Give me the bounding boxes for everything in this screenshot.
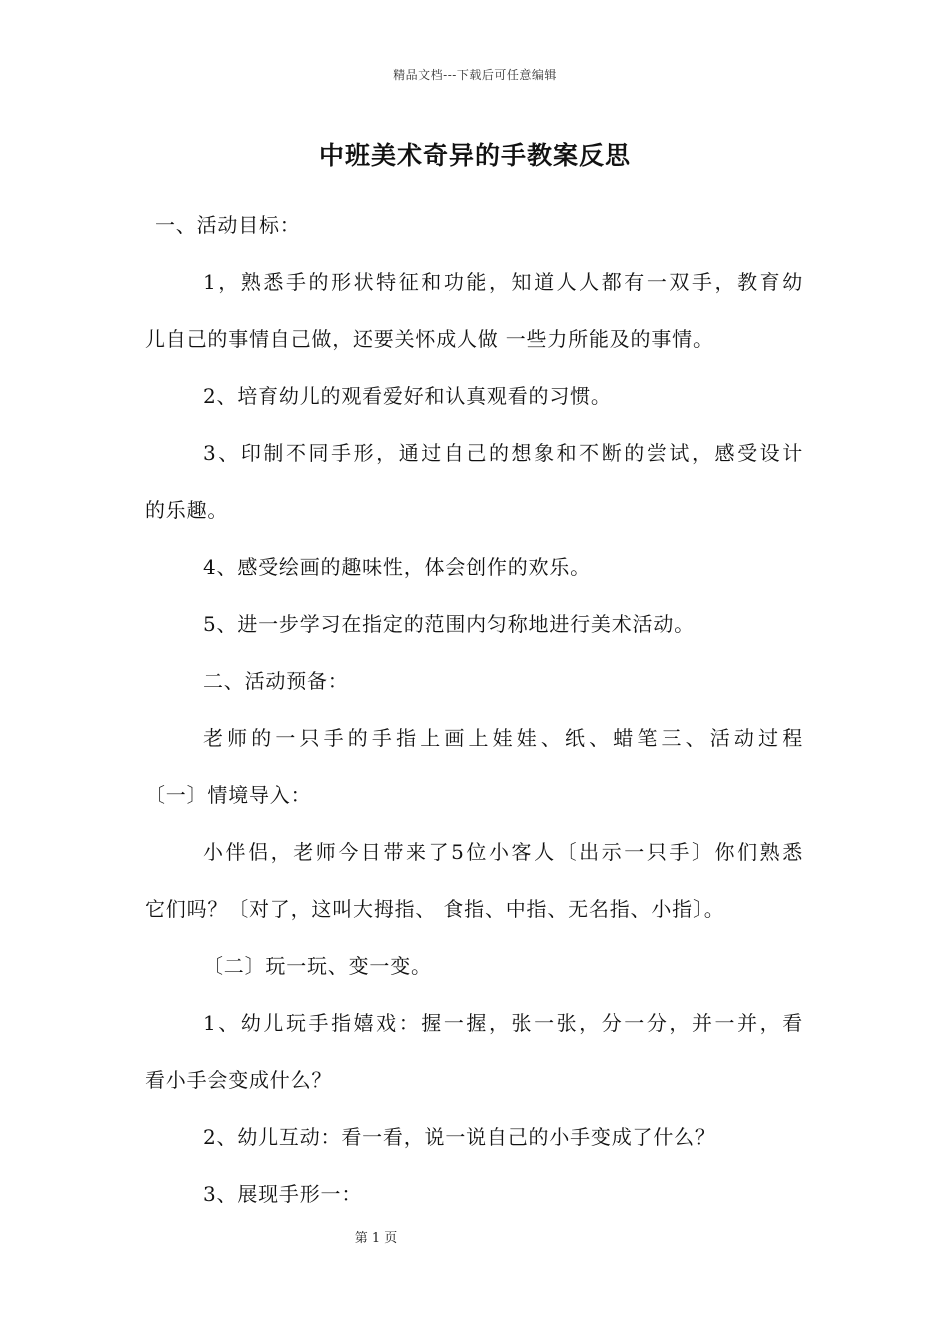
page-header: 精品文档---下载后可任意编辑	[393, 68, 557, 82]
paragraph-line: 4、感受绘画的趣味性，体会创作的欢乐。	[203, 555, 591, 579]
page-number: 第 1 页	[354, 1231, 398, 1246]
paragraph-line: 2、培育幼儿的观看爱好和认真观看的习惯。	[203, 384, 612, 408]
paragraph-line: 3、展现手形一：	[203, 1182, 363, 1206]
paragraph-line: 老师的一只手的手指上画上娃娃、纸、蜡笔三、活动过程	[203, 726, 803, 750]
paragraph-line: 5、进一步学习在指定的范围内匀称地进行美术活动。	[203, 612, 695, 636]
paragraph-line: 小伴侣，老师今日带来了5位小客人〔出示一只手〕你们熟悉	[203, 840, 803, 864]
document-title: 中班美术奇异的手教案反思	[318, 141, 631, 170]
paragraph-line: 看小手会变成什么？	[145, 1068, 333, 1092]
subsection-heading: 〔二〕玩一玩、变一变。	[203, 954, 432, 978]
paragraph-line: 的乐趣。	[145, 498, 229, 522]
section-heading-preparation: 二、活动预备：	[203, 669, 349, 693]
paragraph-line: 3、印制不同手形，通过自己的想象和不断的尝试，感受设计	[203, 441, 803, 465]
paragraph-line: 儿自己的事情自己做，还要关怀成人做 一些力所能及的事情。	[145, 327, 714, 351]
paragraph-line: 它们吗？〔对了，这叫大拇指、 食指、中指、无名指、小指〕。	[145, 897, 725, 921]
paragraph-line: 2、幼儿互动：看一看，说一说自己的小手变成了什么？	[203, 1125, 716, 1149]
subsection-heading: 〔一〕情境导入：	[145, 783, 312, 807]
paragraph-line: 1、幼儿玩手指嬉戏：握一握，张一张，分一分，并一并，看	[203, 1011, 803, 1035]
section-heading-goals: 一、活动目标：	[155, 213, 301, 237]
paragraph-line: 1，熟悉手的形状特征和功能，知道人人都有一双手，教育幼	[203, 270, 803, 294]
